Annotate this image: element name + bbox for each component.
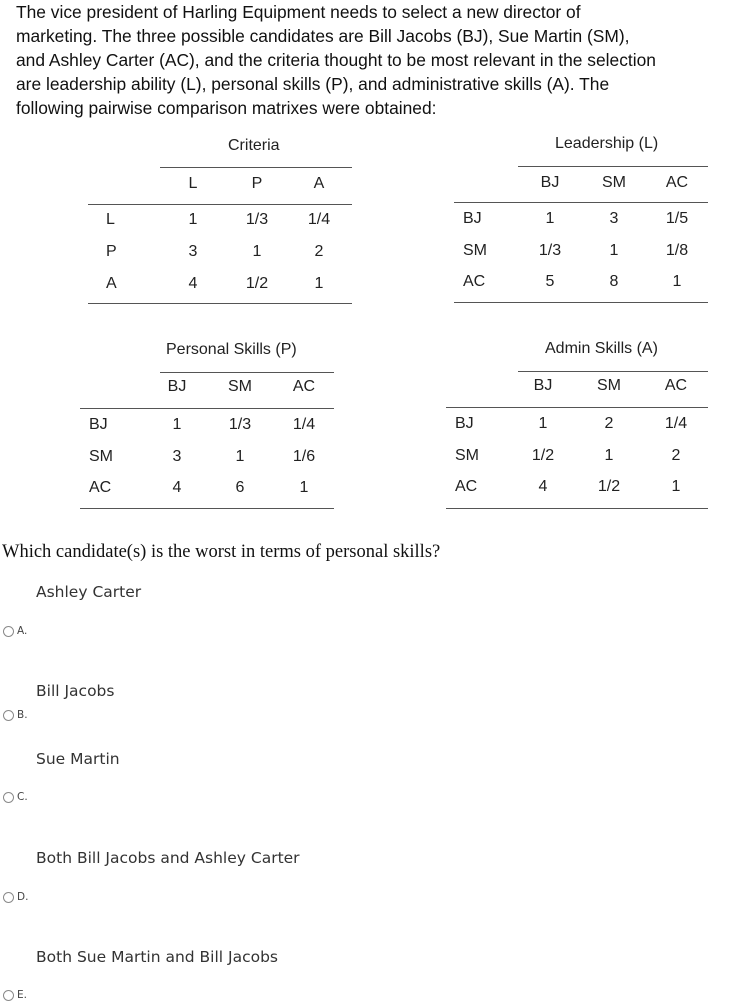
matrix-cell: 1 [235, 448, 245, 465]
column-header: SM [228, 378, 252, 395]
matrix-title: Criteria [228, 137, 280, 154]
option-a-text: Ashley Carter [36, 583, 142, 601]
matrix-cell: 4 [188, 275, 198, 292]
row-header: BJ [89, 416, 108, 433]
matrix-cell: 1/3 [538, 242, 562, 259]
matrix-cell: 5 [545, 273, 555, 290]
option-letter: C. [17, 791, 28, 803]
matrix-rule [160, 372, 334, 373]
option-c-radio[interactable] [3, 791, 28, 803]
problem-line: and Ashley Carter (AC), and the criteria thought to be most relevant in the selection [16, 50, 656, 70]
row-header: AC [463, 273, 486, 290]
column-header: AC [664, 377, 688, 394]
row-header: L [106, 211, 115, 228]
matrix-cell: 3 [188, 243, 198, 260]
matrix-cell: 1 [299, 479, 309, 496]
option-letter: E. [17, 989, 27, 1001]
matrix-rule [446, 407, 708, 408]
matrix-cell: 8 [609, 273, 619, 290]
row-header: SM [463, 242, 487, 259]
matrix-cell: 3 [609, 210, 619, 227]
matrix-cell: 1 [188, 211, 198, 228]
row-header: AC [455, 478, 478, 495]
matrix-rule [454, 202, 708, 203]
column-header: BJ [540, 174, 560, 191]
matrix-cell: 1/3 [245, 211, 269, 228]
row-header: BJ [455, 415, 474, 432]
matrix-rule [446, 508, 708, 509]
matrix-cell: 1/4 [664, 415, 688, 432]
column-header: BJ [533, 377, 553, 394]
matrix-cell: 1/5 [665, 210, 689, 227]
problem-line: marketing. The three possible candidates are Bill Jacobs (BJ), Sue Martin (SM), [16, 26, 630, 46]
matrix-rule [454, 302, 708, 303]
matrix-title: Admin Skills (A) [545, 340, 658, 357]
option-d-radio[interactable] [3, 891, 28, 903]
matrix-rule [88, 303, 352, 304]
matrix-cell: 1/2 [597, 478, 621, 495]
problem-line: The vice president of Harling Equipment needs to select a new director of [16, 2, 581, 22]
row-header: SM [455, 447, 479, 464]
matrix-cell: 1 [672, 273, 682, 290]
option-letter: A. [17, 625, 28, 637]
matrix-cell: 1 [545, 210, 555, 227]
matrix-cell: 1/3 [228, 416, 252, 433]
matrix-cell: 2 [604, 415, 614, 432]
matrix-cell: 1/8 [665, 242, 689, 259]
matrix-rule [88, 204, 352, 205]
matrix-cell: 1/2 [245, 275, 269, 292]
option-e-radio[interactable] [3, 989, 27, 1001]
matrix-cell: 1 [538, 415, 548, 432]
option-letter: D. [17, 891, 29, 903]
option-a-radio[interactable] [3, 625, 27, 637]
column-header: SM [602, 174, 626, 191]
matrix-rule [80, 508, 334, 509]
matrix-cell: 4 [538, 478, 548, 495]
radio-circle-icon [3, 990, 14, 1001]
column-header: SM [597, 377, 621, 394]
radio-circle-icon [3, 710, 14, 721]
row-header: BJ [463, 210, 482, 227]
matrix-cell: 4 [172, 479, 182, 496]
radio-circle-icon [3, 626, 14, 637]
option-c-text: Sue Martin [36, 750, 120, 768]
option-b-text: Bill Jacobs [36, 682, 115, 700]
radio-circle-icon [3, 792, 14, 803]
question-text: Which candidate(s) is the worst in terms of personal skills? [2, 542, 441, 562]
matrix-rule [518, 166, 708, 167]
column-header: A [313, 175, 325, 192]
matrix-cell: 1 [172, 416, 182, 433]
column-header: AC [665, 174, 689, 191]
matrix-cell: 2 [671, 447, 681, 464]
option-d-text: Both Bill Jacobs and Ashley Carter [36, 849, 300, 867]
row-header: A [106, 275, 117, 292]
column-header: L [188, 175, 198, 192]
column-header: P [251, 175, 263, 192]
matrix-cell: 1 [604, 447, 614, 464]
column-header: AC [292, 378, 316, 395]
option-letter: B. [17, 709, 28, 721]
option-e-text: Both Sue Martin and Bill Jacobs [36, 948, 279, 966]
problem-line: are leadership ability (L), personal skills (P), and administrative skills (A). The [16, 74, 610, 94]
row-header: P [106, 243, 117, 260]
option-b-radio[interactable] [3, 709, 28, 721]
matrix-cell: 1/4 [307, 211, 331, 228]
matrix-rule [518, 371, 708, 372]
matrix-cell: 3 [172, 448, 182, 465]
row-header: SM [89, 448, 113, 465]
matrix-cell: 1 [671, 478, 681, 495]
column-header: BJ [167, 378, 187, 395]
radio-circle-icon [3, 892, 14, 903]
problem-statement [16, 0, 716, 120]
row-header: AC [89, 479, 112, 496]
matrix-cell: 1/6 [292, 448, 316, 465]
matrix-cell: 1/4 [292, 416, 316, 433]
matrix-cell: 1 [252, 243, 262, 260]
matrix-title: Leadership (L) [555, 135, 659, 152]
matrix-title: Personal Skills (P) [166, 341, 297, 358]
matrix-rule [160, 167, 352, 168]
matrix-rule [80, 408, 334, 409]
matrix-cell: 2 [314, 243, 324, 260]
problem-line: following pairwise comparison matrixes were obtained: [16, 98, 437, 118]
matrix-cell: 1 [314, 275, 324, 292]
matrix-cell: 1/2 [531, 447, 555, 464]
matrix-cell: 6 [235, 479, 245, 496]
matrix-cell: 1 [609, 242, 619, 259]
